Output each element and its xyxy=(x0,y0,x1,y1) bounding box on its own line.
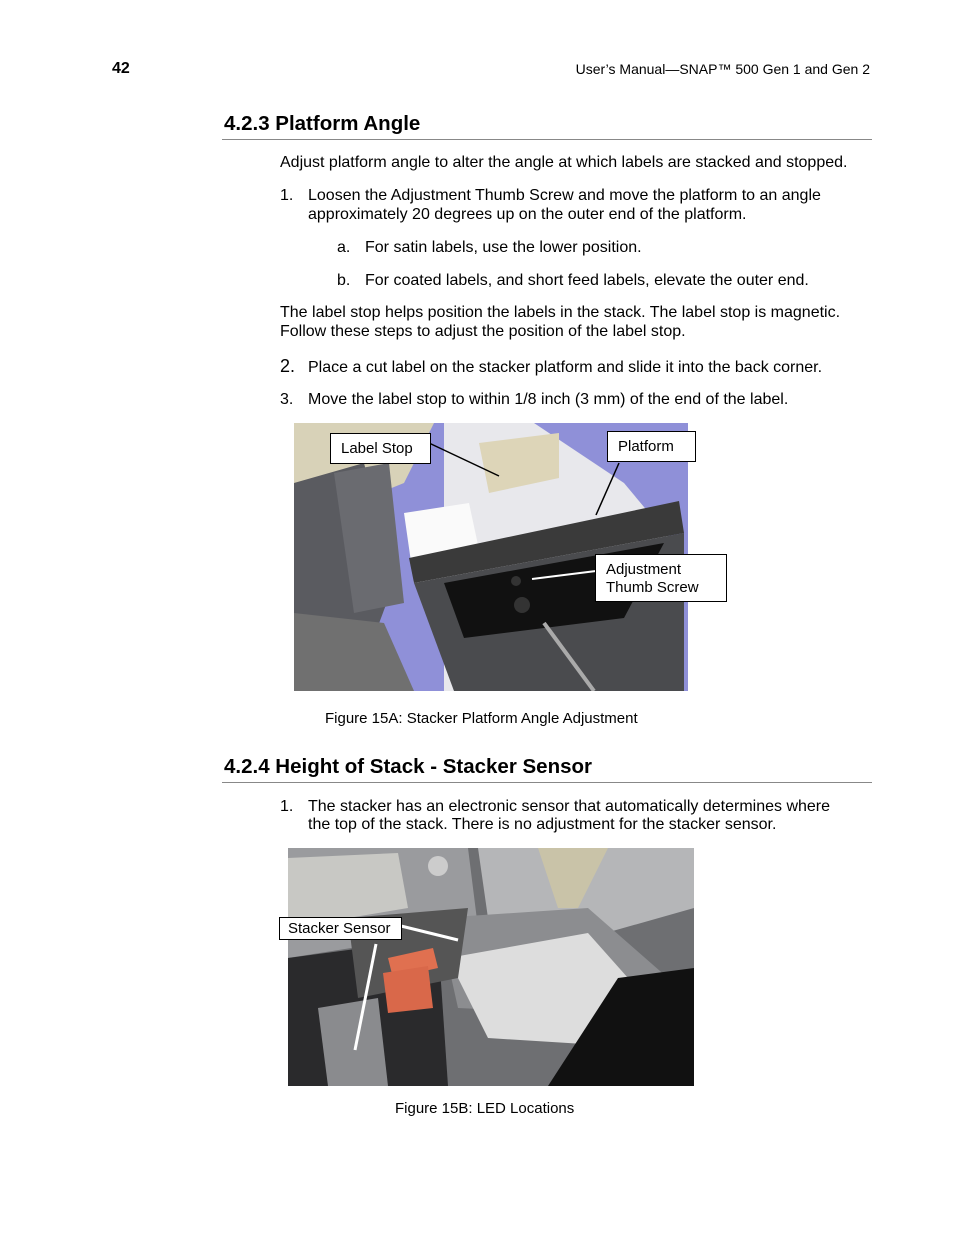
step-number: 2. xyxy=(280,356,296,376)
sub-step-b xyxy=(337,271,809,290)
step-number: a. xyxy=(337,239,351,256)
callout-line: Adjustment xyxy=(606,561,682,578)
step-text: Place a cut label on the stacker platform and slide it into the back corner. xyxy=(308,359,823,376)
step-number: b. xyxy=(337,272,351,289)
step-2 xyxy=(280,357,822,377)
step-3 xyxy=(280,390,788,409)
sub-step-a xyxy=(337,238,642,257)
step-number: 3. xyxy=(280,391,294,408)
callout-stacker-sensor: Stacker Sensor xyxy=(279,917,402,940)
section-heading-platform-angle: 4.2.3 Platform Angle xyxy=(224,112,421,135)
page-number: 42 xyxy=(112,60,130,77)
step-text: The stacker has an electronic sensor that automatically determines where xyxy=(308,798,831,815)
step-text: For satin labels, use the lower position. xyxy=(365,239,642,256)
step-number: 1. xyxy=(280,798,294,815)
sensor-step-1 xyxy=(280,797,830,816)
label-stop-para-1: The label stop helps position the labels in the stack. The label stop is magnetic. xyxy=(280,304,841,321)
sensor-step-1-line2: the top of the stack. There is no adjustment for the stacker sensor. xyxy=(308,816,777,833)
figure-15a-caption: Figure 15A: Stacker Platform Angle Adjustment xyxy=(325,710,638,727)
callout-line: Thumb Screw xyxy=(606,579,699,596)
step-text: Move the label stop to within 1/8 inch (3 mm) of the end of the label. xyxy=(308,391,789,408)
step-text: Loosen the Adjustment Thumb Screw and move the platform to an angle xyxy=(308,187,821,204)
step-text: For coated labels, and short feed labels, elevate the outer end. xyxy=(365,272,809,289)
stacker-sensor-photo xyxy=(288,848,694,1086)
callout-adjustment-thumb-screw xyxy=(595,554,727,602)
step-number: 1. xyxy=(280,187,294,204)
step-1-line2: approximately 20 degrees up on the outer end of the platform. xyxy=(308,206,747,223)
figure-15b-caption: Figure 15B: LED Locations xyxy=(395,1100,575,1117)
running-header: User’s Manual—SNAP™ 500 Gen 1 and Gen 2 xyxy=(575,61,870,77)
label-stop-para-2: Follow these steps to adjust the position of the label stop. xyxy=(280,323,686,340)
heading-rule xyxy=(222,782,872,783)
step-1 xyxy=(280,186,821,205)
intro-text: Adjust platform angle to alter the angle at which labels are stacked and stopped. xyxy=(280,154,848,171)
heading-rule xyxy=(222,139,872,140)
callout-platform: Platform xyxy=(607,431,696,462)
callout-label-stop: Label Stop xyxy=(330,433,431,464)
section-heading-height-of-stack: 4.2.4 Height of Stack - Stacker Sensor xyxy=(224,755,592,778)
